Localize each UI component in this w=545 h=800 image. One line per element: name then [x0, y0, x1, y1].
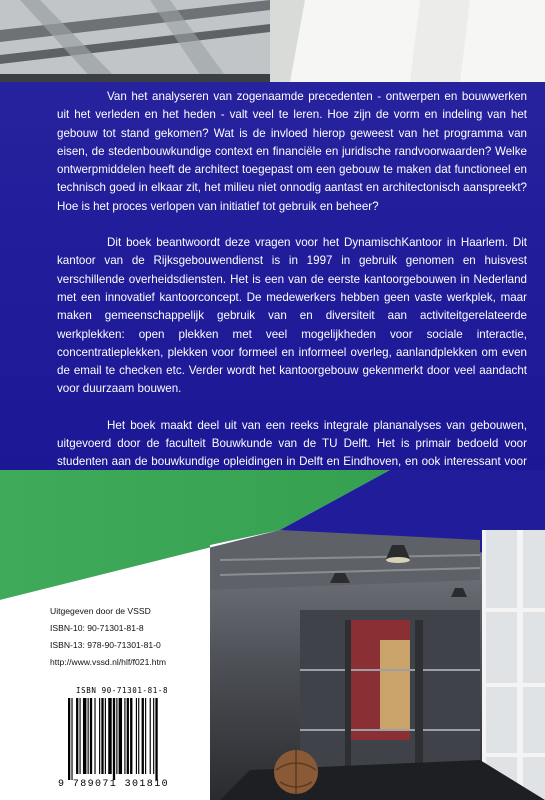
barcode-bar — [83, 698, 86, 774]
barcode-bar — [145, 698, 146, 774]
barcode-bar — [108, 698, 111, 774]
barcode — [50, 686, 220, 792]
paragraph-dynamisch-kantoor: Dit boek beantwoordt deze vragen voor het DynamischKantoor in Haarlem. Dit kantoor van de Rijksgebouwendienst is in 1997 in gebruik genomen en huisvest verschillende overheidsdiensten. Het is een van de eerste kantoorgebouwen in Nederland met een innovatief kantoorconcept. De medewerkers hebben geen vaste werkplek, maar maken gemeenschappelijk gebruik van en diversiteit aan activiteitgerelateerde werkplekken: open plekken met veel mogelijkheden voor sociale interactie, concentratieplekken, plekken voor formeel en informeel overleg, aanlandplekken om even de email te checken etc. Verder wordt het kantoorgebouw gekenmerkt door veel aandacht voor duurzaam bouwen. — [57, 236, 527, 396]
barcode-bar — [127, 698, 129, 774]
barcode-bars — [68, 698, 188, 780]
barcode-bar — [94, 698, 95, 774]
barcode-bar — [142, 698, 144, 774]
paragraph-series: Het boek maakt deel uit van een reeks integrale plananalyses van gebouwen, uitgevoerd door de faculteit Bouwkunde van de TU Delft. Het is primair bedoeld voor studenten aan de bouwkundige opleidingen in Delft en Eindhoven, en ook interessant voor — [57, 418, 527, 469]
barcode-bar — [80, 698, 81, 774]
barcode-bar — [150, 698, 151, 774]
barcode-bar — [90, 698, 92, 774]
barcode-bar — [124, 698, 125, 774]
barcode-bar — [99, 698, 100, 774]
top-ceiling-photo — [0, 0, 545, 82]
barcode-bar — [136, 698, 137, 774]
isbn10-line: ISBN-10: 90-71301-81-8 — [50, 623, 144, 633]
barcode-bar — [116, 698, 117, 774]
barcode-bar — [76, 698, 78, 774]
ceiling-beams-graphic — [0, 0, 545, 82]
barcode-bar — [105, 698, 106, 774]
barcode-bar — [71, 698, 72, 780]
publisher-info — [50, 603, 250, 671]
paragraph-precedents: Van het analyseren van zogenaamde precedenten - ontwerpen en bouwwerken uit het verleden en het heden - valt veel te leren. Hoe zijn de vorm en indeling van het gebouw tot stand gekomen? Wat is de invloed hierop geweest van het programma van eisen, de stedenbouwkundige context en financiële en juridische randvoorwaarden? Welke ontwerpmiddelen heeft de architect toegepast om een gebouw te maken dat functioneel en technisch goed in elkaar zit, het milieu niet onnodig aantast en architectonisch aanspreekt? Hoe is het proces verlopen van initiatief tot gebruik en beheer? — [57, 90, 527, 213]
barcode-number: 9 789071 301810 — [58, 779, 170, 790]
barcode-bar — [153, 698, 154, 774]
barcode-bar — [155, 698, 157, 780]
barcode-bar — [130, 698, 132, 774]
isbn13-line: ISBN-13: 978-90-71301-81-0 — [50, 640, 161, 650]
back-cover-text — [57, 88, 527, 526]
barcode-isbn-label: ISBN 90-71301-81-8 — [76, 686, 169, 695]
website-link[interactable]: http://www.vssd.nl/hlf/f021.htm — [50, 657, 167, 667]
barcode-bar — [101, 698, 103, 774]
barcode-bar — [68, 698, 70, 780]
publisher-line: Uitgegeven door de VSSD — [50, 606, 151, 616]
barcode-bar — [138, 698, 139, 774]
barcode-bar — [113, 698, 115, 780]
barcode-bar — [88, 698, 89, 774]
barcode-bar — [119, 698, 122, 774]
